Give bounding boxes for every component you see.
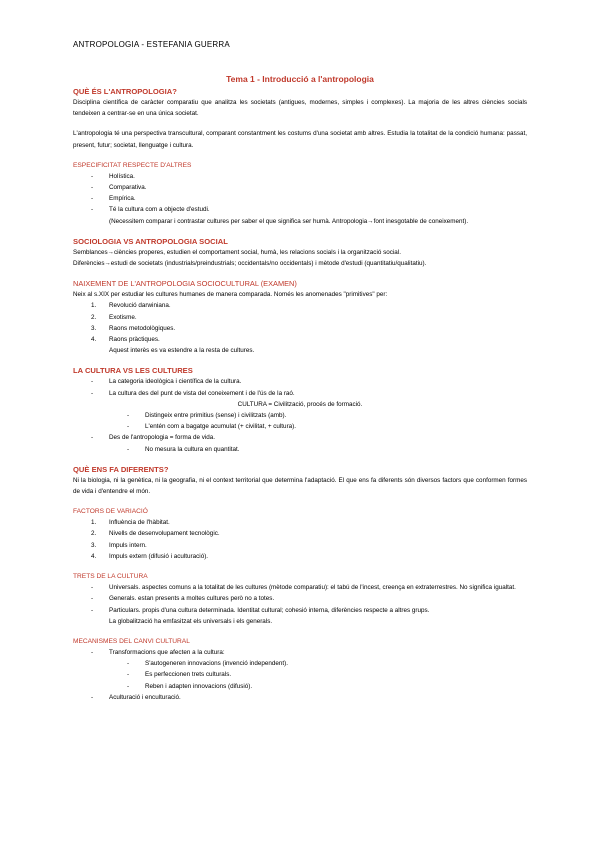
list-item: - La cultura des del punt de vista del coneixement i de l'ús de la raó. [91,389,295,397]
sub-list-item: - Reben i adapten innovacions (difusió). [127,682,253,690]
heading-especificitat: ESPECIFICITAT RESPECTE D'ALTRES [73,161,192,169]
sub-bullet-list [73,658,527,692]
list-item: - Empírica. [91,195,136,203]
list-item: - Transformacions que afecten a la cultura: [91,648,225,656]
list-item: - Holística. [91,172,135,180]
sub-bullet-list [73,410,527,432]
sub-list-item: - S'autogeneren innovacions (invenció independent). [127,660,288,668]
list-item: 1. Influència de l'hàbitat. [91,519,170,527]
heading-cultura-vs-cultures: LA CULTURA VS LES CULTURES [73,366,193,376]
paragraph: Diferències→estudi de societats (industrials/preindustrials; occidentals/no occidentals) i mètode d'estudi (quantitatiu/qualitatiu). [73,260,427,268]
heading-mecanismes-canvi: MECANISMES DEL CANVI CULTURAL [73,637,190,645]
list-item: - Universals. aspectes comuns a la totalitat de les cultures (mètode comparatiu): el tabú de l'incest, creença en extraterrestres. No significa igualtat. [91,584,516,592]
list-item: 2. Exotisme. [91,313,137,321]
bullet-list [73,692,527,703]
list-note: La globalització ha emfasitzat els universals i els generals. [109,617,273,625]
heading-trets-cultura: TRETS DE LA CULTURA [73,573,148,581]
list-item: - Té la cultura com a objecte d'estudi. [91,206,210,214]
heading-sociologia-vs-antropologia: SOCIOLOGIA VS ANTROPOLOGIA SOCIAL [73,236,228,246]
bullet-list [73,582,527,616]
page-header: ANTROPOLOGIA - ESTEFANIA GUERRA [73,40,230,49]
list-note: Aquest interès es va estendre a la resta de cultures. [109,347,255,355]
paragraph: Neix al s.XIX per estudiar les cultures humanes de manera comparada. Només les anomenades "primitives" per: [73,291,388,299]
list-item: 4. Raons pràctiques. [91,336,160,344]
document-title: Tema 1 - Introducció a l'antropologia [226,74,374,84]
sub-list-item: - No mesura la cultura en quantitat. [127,445,240,453]
list-item: - Comparativa. [91,184,147,192]
list-item: - Particulars. propis d'una cultura determinada. Identitat cultural; cohesió interna, diferències respecte a altres grups. [91,606,430,614]
bullet-list [73,432,527,443]
sub-list-item: - Distingeix entre primitius (sense) i civilitzats (amb). [127,412,287,420]
numbered-list [73,300,527,345]
heading-que-es-antropologia: QUÈ ÉS L'ANTROPOLOGIA? [73,87,177,96]
paragraph: Disciplina científica de caràcter comparatiu que analitza les societats (antigues, modernes, simples i complexes). La majoria de les altres ciències socials tendeixen a centrar-se en una única societat. [73,99,527,118]
numbered-list [73,517,527,562]
centered-definition: CULTURA = Civilització, procés de formació. [237,400,363,408]
list-item: 3. Impuls intern. [91,541,147,549]
list-item: 1. Revolució darwiniana. [91,302,171,310]
document-body [73,86,527,703]
list-item: 2. Nivells de desenvolupament tecnològic. [91,530,220,538]
bullet-list [73,171,527,216]
heading-factors-variacio: FACTORS DE VARIACIÓ [73,508,148,516]
sub-list-item: - L'entén com a bagatge acumulat (+ civilitat, + cultura). [127,423,297,431]
bullet-list [73,376,527,398]
list-note: (Necessitem comparar i contrastar cultures per saber el que significa ser humà. Antropologia→font inesgotable de coneixement). [109,217,469,225]
paragraph: Ni la biologia, ni la genètica, ni la geografia, ni el context territorial que determina l'adaptació. El que ens fa diferents són diversos factors que conformen formes de vida i d'entendre el món. [73,476,527,496]
paragraph: L'antropologia té una perspectiva transcultural, comparant constantment les costums d'una societat amb altres. Estudia la totalitat de la condició humana: passat, present, futur; societat, llenguatge i cultura. [73,130,527,149]
list-item: - La categoria ideològica i científica de la cultura. [91,378,242,386]
heading-que-ens-fa-diferents: QUÈ ENS FA DIFERENTS? [73,464,169,474]
list-item: - Des de l'antropologia = forma de vida. [91,434,216,442]
paragraph: Semblances→ciències properes, estudien el comportament social, humà, les relacions socials i la organització social. [73,248,401,256]
list-item: 3. Raons metodològiques. [91,324,176,332]
sub-bullet-list [73,444,527,455]
list-item: - Aculturació i enculturació. [91,693,181,701]
bullet-list [73,647,527,658]
list-item: 4. Impuls extern (difusió i aculturació). [91,552,209,560]
heading-naixement: NAIXEMENT DE L'ANTROPOLOGIA SOCIOCULTURAL (EXAMEN) [73,279,297,289]
list-item: - Generals. estan presents a moltes cultures però no a totes. [91,595,275,603]
sub-list-item: - Es perfeccionen trets culturals. [127,671,232,679]
